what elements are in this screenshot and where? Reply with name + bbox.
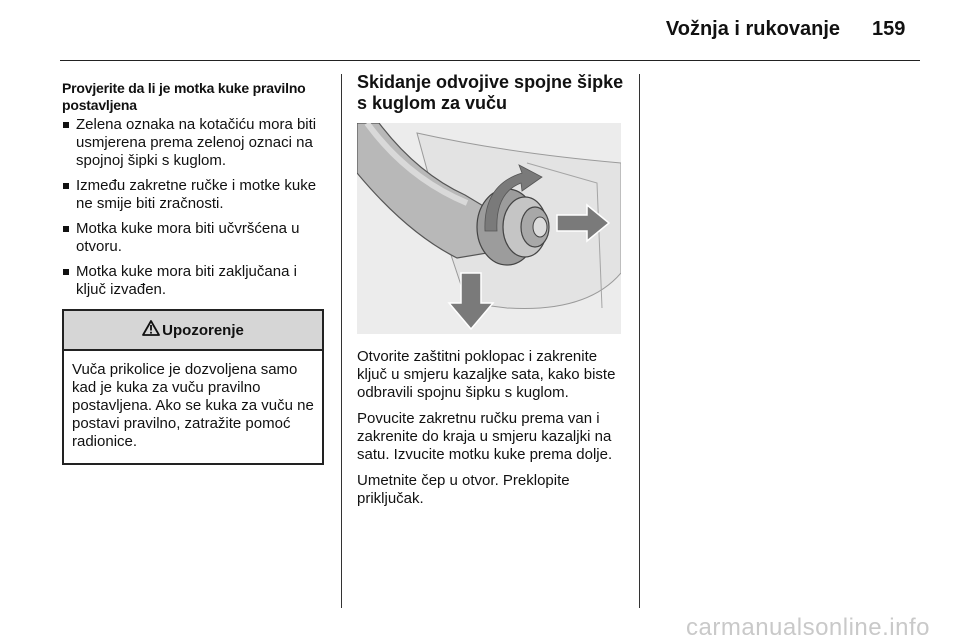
check-list-item: Između zakretne ručke i motke kuke ne smije biti zračnosti. (62, 177, 326, 213)
check-list-item: Motka kuke mora biti učvršćena u otvoru. (62, 220, 326, 256)
running-header-title: Vožnja i rukovanje (665, 18, 840, 40)
warning-box (62, 309, 324, 465)
check-list (62, 116, 326, 299)
watermark: carmanualsonline.info (686, 614, 930, 641)
warning-header (64, 311, 322, 351)
check-subheading: Provjerite da li je motka kuke pravilno postavljena (62, 80, 306, 113)
column-divider-right (639, 74, 640, 608)
warning-title: Upozorenje (162, 321, 244, 339)
warning-text: Vuča prikolice je dozvoljena samo kad je kuka za vuču pravilno postavljena. Ako se kuka za vuču ne postavi pravilno, zatražite pomoć radionice. (72, 361, 314, 450)
left-column (62, 80, 326, 465)
warning-triangle-icon (142, 320, 160, 340)
tow-bar-removal-illustration (357, 123, 621, 334)
column-divider-left (341, 74, 342, 608)
header-divider (60, 60, 920, 61)
page-number: 159 (872, 18, 906, 40)
check-list-item: Motka kuke mora biti zaključana i ključ izvađen. (62, 263, 326, 299)
instruction-paragraph: Povucite zakretnu ručku prema van i zakrenite do kraja u smjeru kazaljki na satu. Izvucite motku kuke prema dolje. (357, 410, 613, 463)
instruction-paragraph: Otvorite zaštitni poklopac i zakrenite ključ u smjeru kazaljke sata, kako biste odbravili spojnu šipku s kuglom. (357, 348, 616, 401)
instruction-paragraph: Umetnite čep u otvor. Preklopite priključak. (357, 472, 570, 507)
right-column (357, 72, 625, 516)
check-list-item: Zelena oznaka na kotačiću mora biti usmjerena prema zelenoj oznaci na spojnoj šipki s kuglom. (62, 116, 326, 170)
section-heading: Skidanje odvojive spojne šipke s kuglom za vuču (357, 72, 624, 113)
